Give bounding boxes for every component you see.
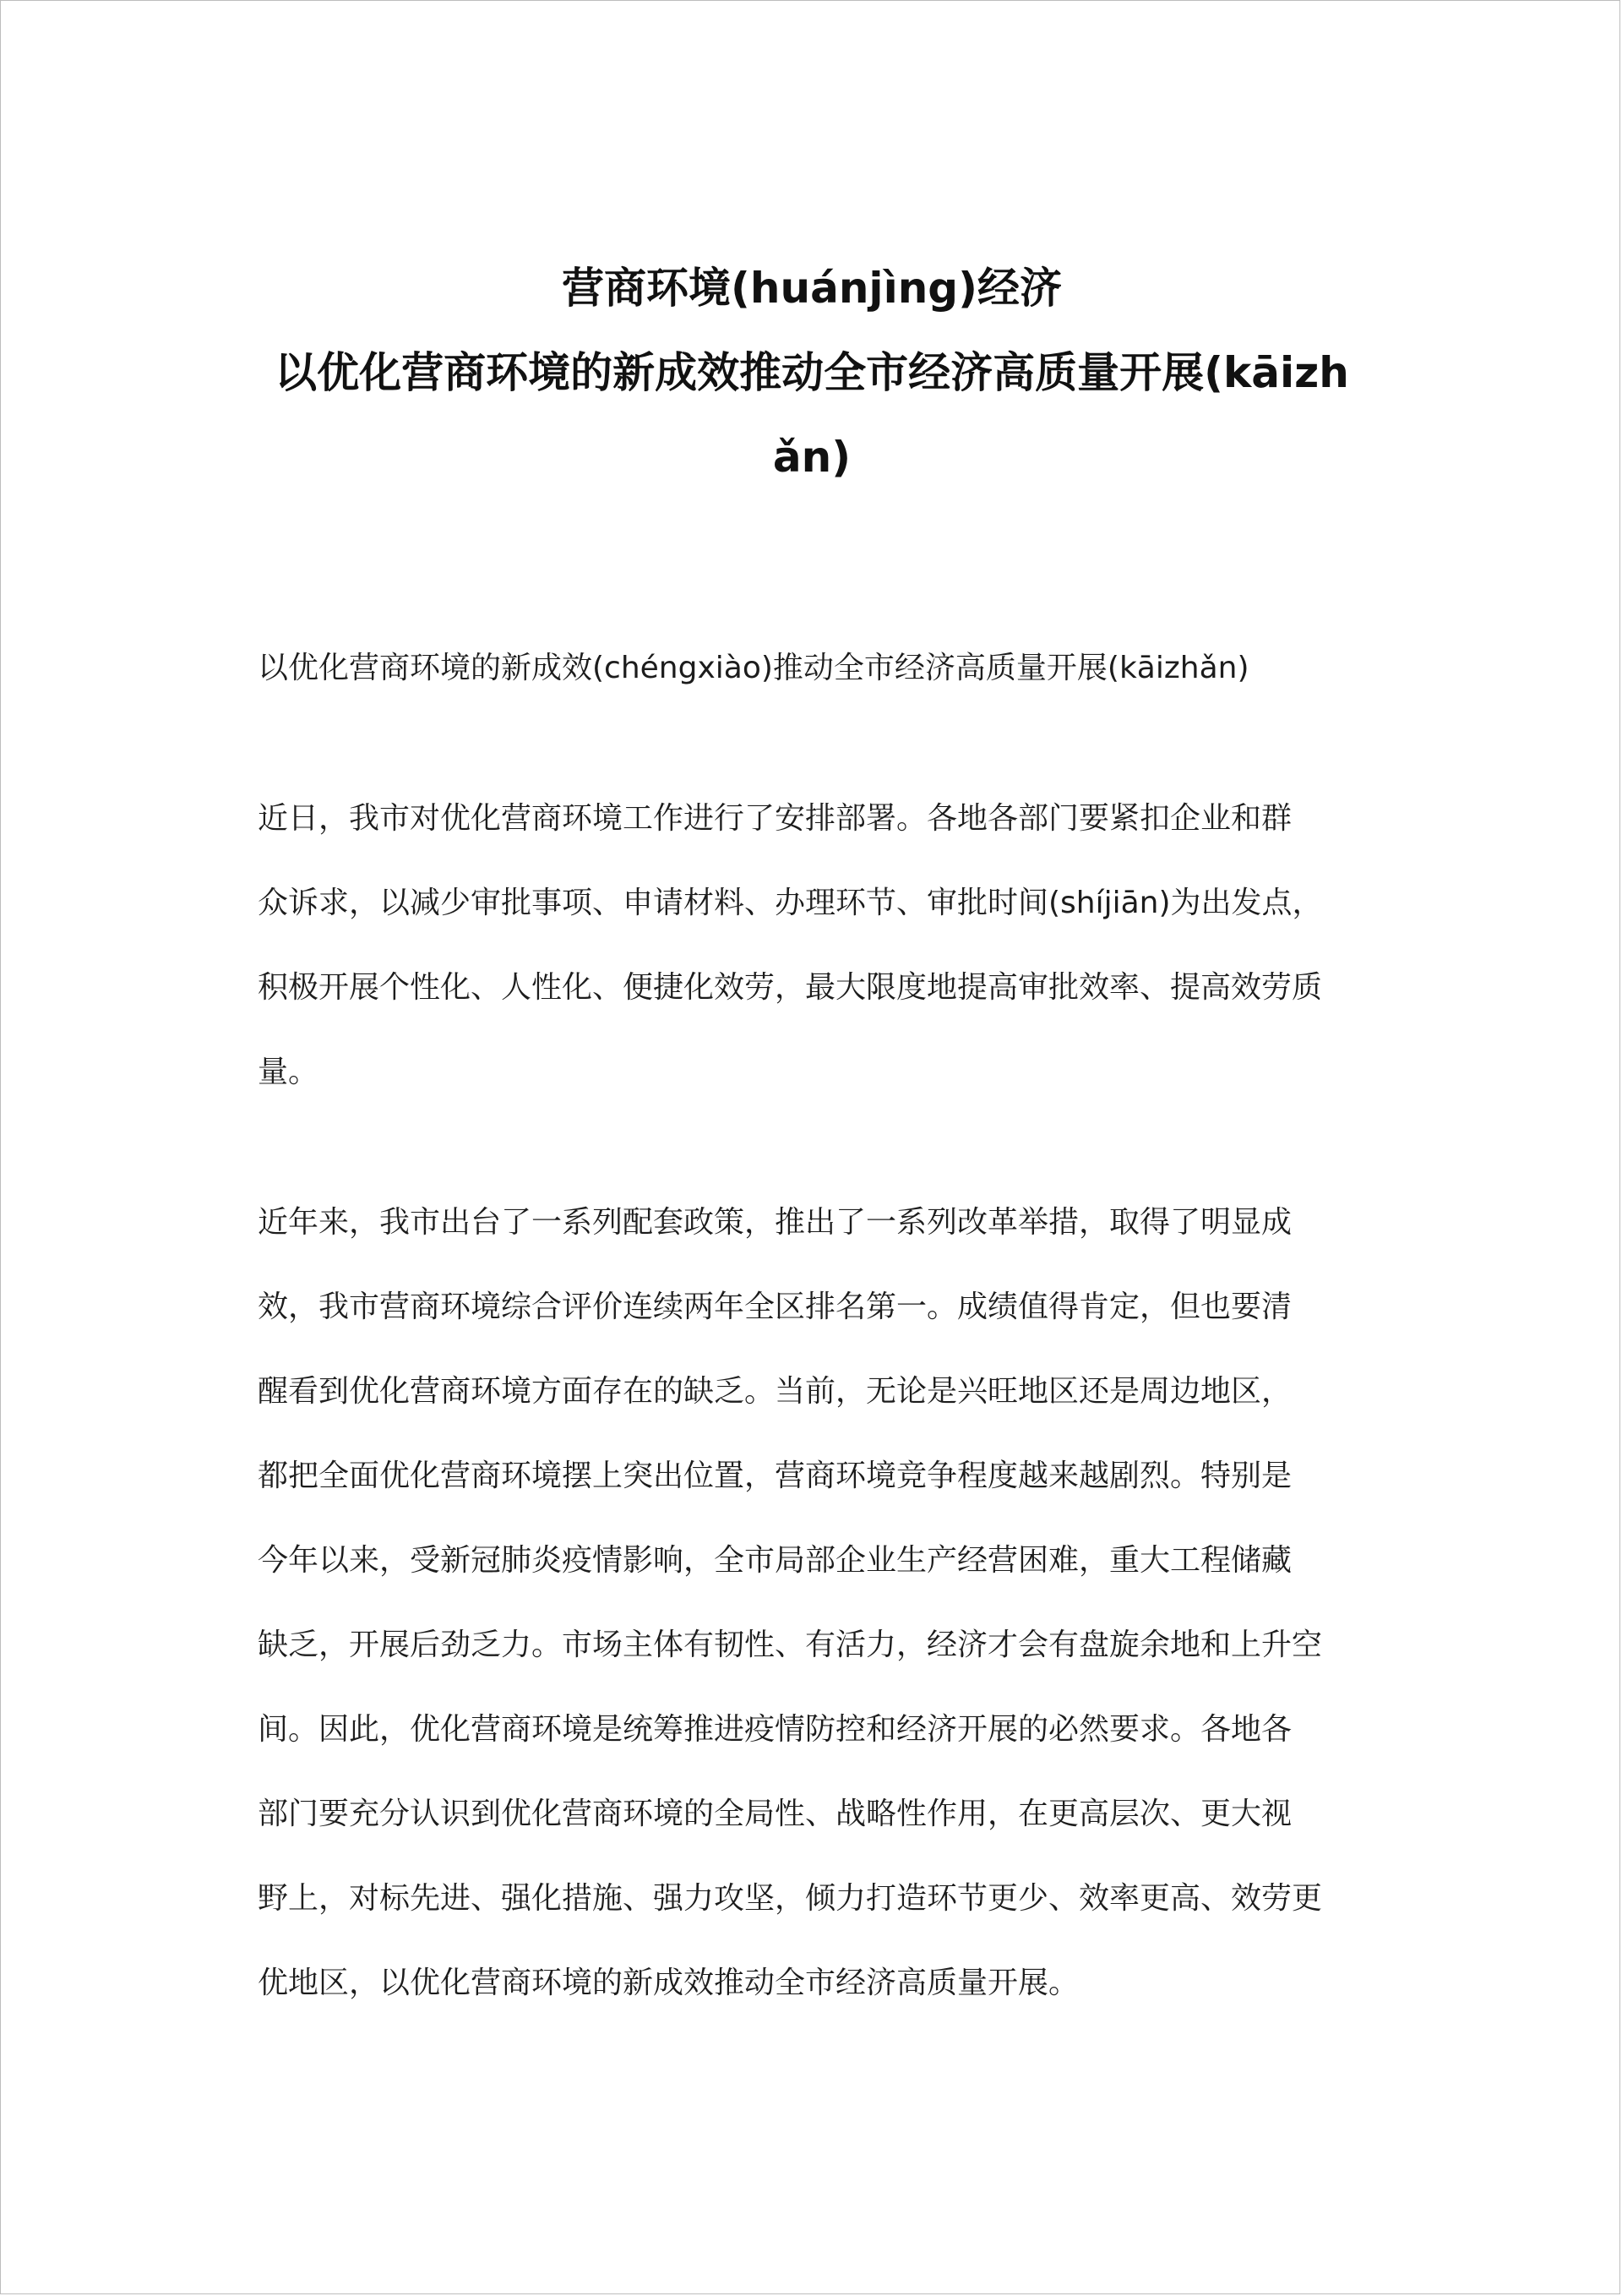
paragraph-1-line-2: 众诉求，以减少审批事项、申请材料、办理环节、审批时间(shíjiān)为出发点， bbox=[258, 886, 1323, 920]
subtitle-line: 以优化营商环境的新成效(chéngxiào)推动全市经济高质量开展(kāizhǎn) bbox=[258, 651, 1249, 685]
paragraph-1-line-4: 量。 bbox=[258, 1055, 319, 1089]
paragraph-2-line-6: 缺乏，开展后劲乏力。市场主体有韧性、有活力，经济才会有盘旋余地和上升空 bbox=[258, 1628, 1323, 1662]
paragraph-2-line-2: 效，我市营商环境综合评价连续两年全区排名第一。成绩值得肯定，但也要清 bbox=[258, 1290, 1293, 1324]
document-body bbox=[258, 626, 1356, 2026]
paragraph-2 bbox=[258, 1181, 1356, 2026]
paragraph-2-line-9: 野上，对标先进、强化措施、强力攻坚，倾力打造环节更少、效率更高、效劳更 bbox=[258, 1881, 1323, 1916]
paragraph-1-line-1: 近日，我市对优化营商环境工作进行了安排部署。各地各部门要紧扣企业和群 bbox=[258, 801, 1293, 836]
title-line-2: 以优化营商环境的新成效推动全市经济高质量开展(kāizh bbox=[275, 348, 1349, 397]
paragraph-2-line-4: 都把全面优化营商环境摆上突出位置，营商环境竞争程度越来越剧烈。特别是 bbox=[258, 1459, 1293, 1493]
paragraph-2-line-10: 优地区，以优化营商环境的新成效推动全市经济高质量开展。 bbox=[258, 1966, 1080, 2000]
subtitle-paragraph bbox=[258, 626, 1356, 711]
paragraph-1 bbox=[258, 777, 1356, 1115]
paragraph-1-line-3: 积极开展个性化、人性化、便捷化效劳，最大限度地提高审批效率、提高效劳质 bbox=[258, 970, 1323, 1005]
document-title bbox=[254, 246, 1369, 499]
paragraph-2-line-5: 今年以来，受新冠肺炎疫情影响，全市局部企业生产经营困难，重大工程储藏 bbox=[258, 1543, 1293, 1578]
paragraph-2-line-7: 间。因此，优化营商环境是统筹推进疫情防控和经济开展的必然要求。各地各 bbox=[258, 1712, 1293, 1747]
paragraph-2-line-1: 近年来，我市出台了一系列配套政策，推出了一系列改革举措，取得了明显成 bbox=[258, 1205, 1293, 1240]
title-line-1: 营商环境(huánjìng)经济 bbox=[562, 264, 1062, 313]
title-line-3: ǎn) bbox=[772, 433, 852, 482]
paragraph-2-line-8: 部门要充分认识到优化营商环境的全局性、战略性作用，在更高层次、更大视 bbox=[258, 1797, 1293, 1831]
paragraph-2-line-3: 醒看到优化营商环境方面存在的缺乏。当前，无论是兴旺地区还是周边地区， bbox=[258, 1374, 1293, 1409]
